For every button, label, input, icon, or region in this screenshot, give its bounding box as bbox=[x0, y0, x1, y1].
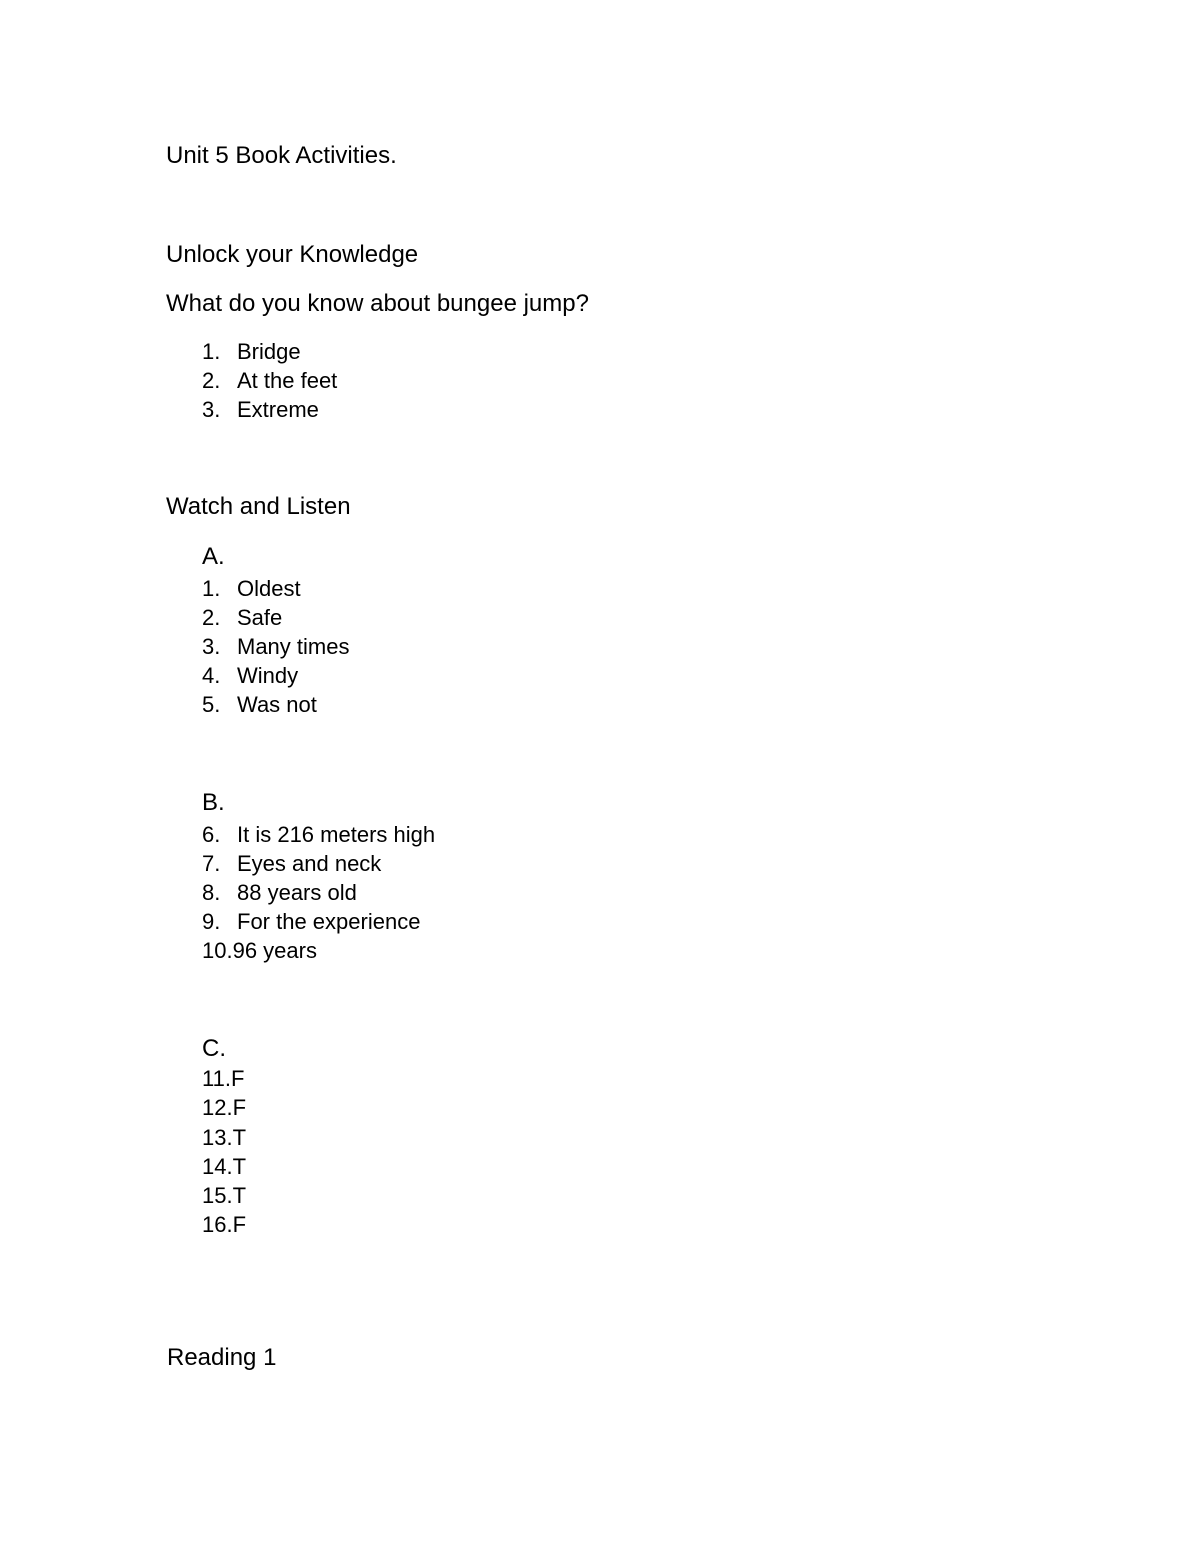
item-text: Oldest bbox=[237, 576, 301, 601]
item-number: 16. bbox=[202, 1212, 233, 1237]
item-text: Bridge bbox=[237, 339, 301, 364]
section-b-label: B. bbox=[202, 789, 225, 816]
item-number: 12. bbox=[202, 1095, 233, 1120]
item-text: F bbox=[230, 1066, 245, 1091]
item-text: F bbox=[232, 1095, 247, 1120]
document-title: Unit 5 Book Activities. bbox=[166, 142, 397, 169]
list-item bbox=[202, 692, 317, 718]
item-number: 9. bbox=[202, 909, 221, 934]
list-item bbox=[202, 397, 319, 423]
list-item bbox=[202, 663, 298, 689]
item-number: 13. bbox=[202, 1125, 233, 1150]
list-item bbox=[202, 576, 301, 602]
item-number: 6. bbox=[202, 822, 221, 847]
list-item bbox=[202, 851, 381, 877]
list-item bbox=[202, 368, 337, 394]
item-text: Many times bbox=[237, 634, 350, 659]
item-text: T bbox=[232, 1125, 247, 1150]
item-number: 15. bbox=[202, 1183, 233, 1208]
item-text: Was not bbox=[237, 692, 317, 717]
item-number: 1. bbox=[202, 339, 221, 364]
item-text: T bbox=[232, 1183, 247, 1208]
item-text: For the experience bbox=[237, 909, 421, 934]
unlock-question: What do you know about bungee jump? bbox=[166, 290, 589, 317]
item-number: 8. bbox=[202, 880, 221, 905]
list-item bbox=[202, 880, 357, 906]
item-number: 14. bbox=[202, 1154, 233, 1179]
item-text: Eyes and neck bbox=[237, 851, 382, 876]
list-item bbox=[202, 1066, 244, 1092]
list-item bbox=[202, 822, 435, 848]
item-number: 3. bbox=[202, 397, 221, 422]
item-text: T bbox=[232, 1154, 247, 1179]
item-text: F bbox=[232, 1212, 247, 1237]
item-text: Windy bbox=[237, 663, 299, 688]
reading-heading: Reading 1 bbox=[167, 1344, 277, 1371]
item-number: 1. bbox=[202, 576, 221, 601]
item-text: Extreme bbox=[237, 397, 319, 422]
item-number: 5. bbox=[202, 692, 221, 717]
list-item bbox=[202, 605, 282, 631]
section-a-label: A. bbox=[202, 543, 225, 570]
list-item bbox=[202, 1183, 246, 1209]
item-text: 96 years bbox=[232, 938, 317, 963]
list-item bbox=[202, 1125, 246, 1151]
item-number: 7. bbox=[202, 851, 221, 876]
item-number: 3. bbox=[202, 634, 221, 659]
item-number: 10. bbox=[202, 938, 233, 963]
watch-heading: Watch and Listen bbox=[166, 493, 351, 520]
item-text: Safe bbox=[237, 605, 283, 630]
list-item bbox=[202, 938, 317, 964]
list-item bbox=[202, 634, 349, 660]
unlock-heading: Unlock your Knowledge bbox=[166, 241, 419, 268]
section-c-label: C. bbox=[202, 1035, 226, 1062]
list-item bbox=[202, 1212, 246, 1238]
item-text: It is 216 meters high bbox=[237, 822, 436, 847]
item-text: At the feet bbox=[237, 368, 338, 393]
item-number: 2. bbox=[202, 368, 221, 393]
item-number: 2. bbox=[202, 605, 221, 630]
list-item bbox=[202, 1095, 246, 1121]
item-number: 4. bbox=[202, 663, 221, 688]
list-item bbox=[202, 909, 420, 935]
list-item bbox=[202, 1154, 246, 1180]
item-number: 11. bbox=[202, 1066, 231, 1091]
item-text: 88 years old bbox=[237, 880, 357, 905]
list-item bbox=[202, 339, 301, 365]
